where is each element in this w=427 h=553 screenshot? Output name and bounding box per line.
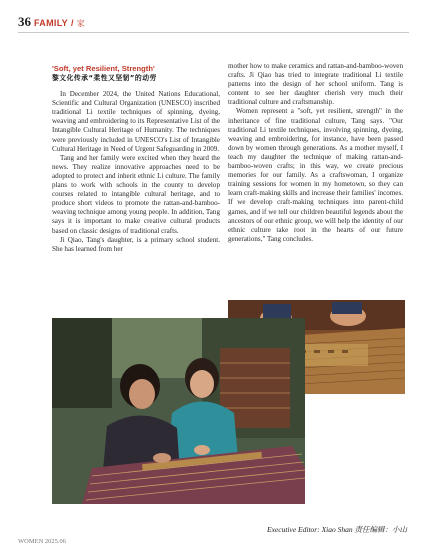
mother-daughter-weaving-photo [52, 318, 305, 504]
article-column-right [228, 62, 403, 244]
page-number: 36 [18, 14, 31, 29]
paragraph: Tang and her family were excited when they heard the news. They realize innovative approaches need to be adopted to protect and inherit ethnic Li culture. The family plans to work with schools in the county to develop courses related to intangible cultural heritage, and to produce short videos to promote the rattan-and-bamboo-weaving technique among young people. In addition, Tang says it is important to make creative cultural products based on classic designs of traditional crafts. [52, 153, 220, 235]
paragraph: Women represent a "soft, yet resilient, strength" in the inheritance of fine traditional culture, Tang says. "Our traditional Li textile techniques, involving spinning, dyeing, weaving and embroidering, for instance, have been passed down by women through generations. As a mother myself, I teach my daughter the technique of making rattan-and-bamboo-woven crafts; in this way, we create precious memories for our family. As a craftswoman, I organize training sessions for women in my hometown, so they can learn craft-making skills and increase their families' incomes. If we develop craft-making techniques into parent-child games, and if we tell our children beautiful legends about the ancestors of our ethnic group, we will help the identity of our ethnic culture take root in the hearts of our future generations," Tang concludes. [228, 107, 403, 243]
section-label-cn: 家 [76, 19, 85, 28]
article-subhead-cn: 黎文化传承“柔性又坚韧”的动劳 [52, 74, 157, 82]
header-rule [18, 32, 409, 33]
paragraph: mother how to make ceramics and rattan-and-bamboo-woven crafts. Ji Qiao has tried to integrate traditional Li textile patterns into the design of her school uniform. Tang is content to see her daughter cherish very much their traditional culture and craftsmanship. [228, 62, 403, 107]
mother-daughter-illustration [52, 318, 305, 504]
article-column-left [52, 64, 220, 254]
section-label: FAMILY [34, 18, 68, 28]
paragraph: In December 2024, the United Nations Educational, Scientific and Cultural Organization (UNESCO) inscribed traditional Li textile techniques of spinning, dyeing, weaving and embroidering to its Representative List of the Intangible Cultural Heritage of Humanity. The techniques were previously included in UNESCO's List of Intangible Cultural Heritage in Need of Urgent Safeguarding in 2009. [52, 90, 220, 153]
page-header [18, 14, 85, 30]
executive-editor-credit: Executive Editor: Xiao Shan 责任编辑：小山 [267, 525, 407, 534]
paragraph: Ji Qiao, Tang's daughter, is a primary school student. She has learned from her [52, 235, 220, 253]
section-separator: / [70, 18, 74, 28]
article-subhead: 'Soft, yet Resilient, Strength' [52, 64, 155, 73]
magazine-logo: WOMEN 2025.06 [18, 538, 67, 545]
